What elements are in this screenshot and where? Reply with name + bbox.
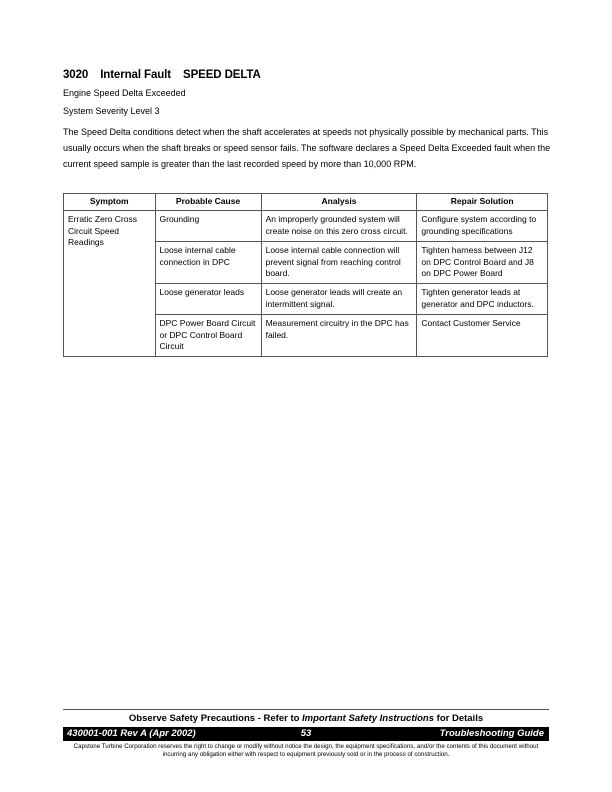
fault-code: 3020 xyxy=(63,69,89,81)
analysis-cell: Loose generator leads will create an intermittent signal. xyxy=(261,284,417,315)
footer-divider xyxy=(63,709,549,710)
safety-prefix: Observe Safety Precautions - Refer to xyxy=(128,713,303,724)
cause-cell: Loose generator leads xyxy=(155,284,261,315)
analysis-cell: Loose internal cable connection will prevent signal from reaching control board. xyxy=(261,242,417,284)
page-number: 53 xyxy=(300,728,312,739)
solution-cell: Contact Customer Service xyxy=(417,315,548,357)
safety-suffix: for Details xyxy=(434,713,484,724)
analysis-cell: Measurement circuitry in the DPC has failed. xyxy=(261,315,417,357)
cause-cell: Loose internal cable connection in DPC xyxy=(155,242,261,284)
legal-disclaimer: Capstone Turbine Corporation reserves the right to change or modify without notice the design, the equipment specifications, and/or the contents of this document without incurring any obligation either with respect to equipment previously sold or in the process of construction. xyxy=(73,743,539,758)
safety-instructions-ref: Important Safety Instructions xyxy=(302,713,435,724)
footer-bar xyxy=(63,727,549,741)
solution-cell: Tighten harness between J12 on DPC Control Board and J8 on DPC Power Board xyxy=(417,242,548,284)
guide-title: Troubleshooting Guide xyxy=(439,728,544,739)
severity-level: System Severity Level 3 xyxy=(63,106,160,116)
header-analysis: Analysis xyxy=(261,194,417,211)
header-repair-solution: Repair Solution xyxy=(417,194,548,211)
document-id: 430001-001 Rev A (Apr 2002) xyxy=(67,728,196,739)
page-heading xyxy=(63,69,261,81)
cause-cell: DPC Power Board Circuit or DPC Control Board Circuit xyxy=(155,315,261,357)
table-header-row xyxy=(64,194,548,211)
header-probable-cause: Probable Cause xyxy=(155,194,261,211)
fault-name: SPEED DELTA xyxy=(183,69,261,81)
troubleshooting-table xyxy=(63,193,548,357)
analysis-cell: An improperly grounded system will create noise on this zero cross circuit. xyxy=(261,211,417,242)
fault-description: The Speed Delta conditions detect when the shaft accelerates at speeds not physically possible by mechanical parts. This usually occurs when the shaft breaks or speed sensor fails. The software declares a Speed Delta Exceeded fault when the current speed sample is greater than the last recorded speed by more than 10,000 RPM. xyxy=(63,127,551,169)
fault-type: Internal Fault xyxy=(100,69,171,81)
safety-notice xyxy=(63,713,549,724)
fault-subtitle: Engine Speed Delta Exceeded xyxy=(63,88,186,98)
symptom-cell: Erratic Zero Cross Circuit Speed Readings xyxy=(64,211,156,357)
table-row xyxy=(64,211,548,242)
header-symptom: Symptom xyxy=(64,194,156,211)
solution-cell: Tighten generator leads at generator and DPC inductors. xyxy=(417,284,548,315)
solution-cell: Configure system according to grounding specifications xyxy=(417,211,548,242)
cause-cell: Grounding xyxy=(155,211,261,242)
